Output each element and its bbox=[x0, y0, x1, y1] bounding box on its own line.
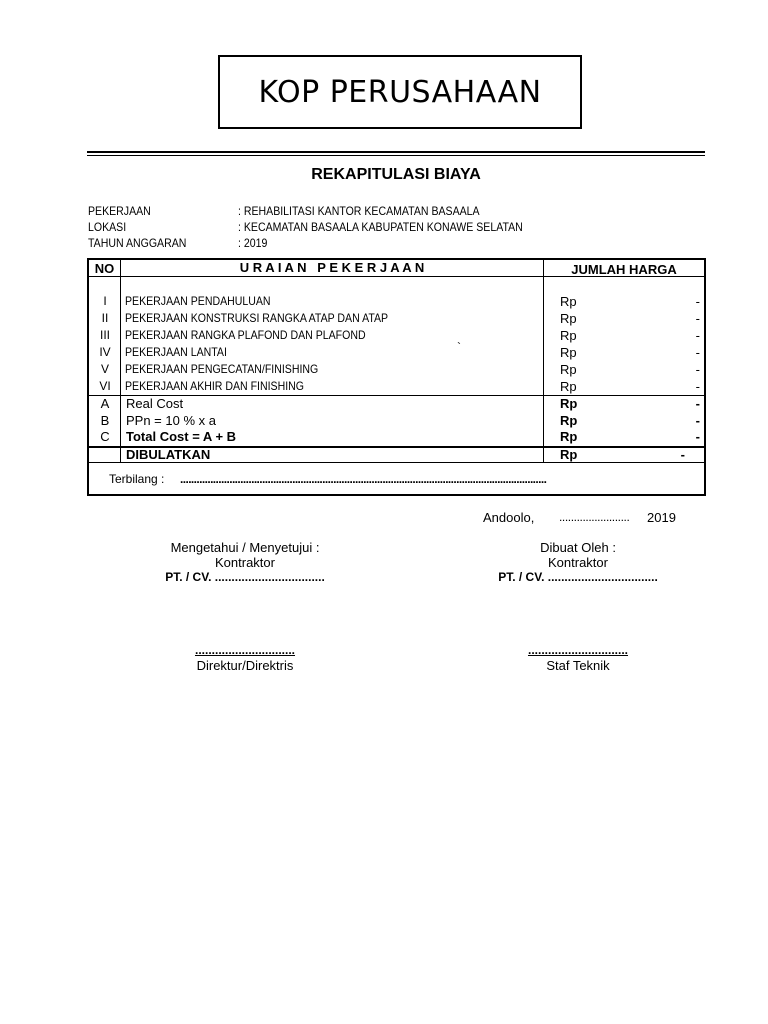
item-no: I bbox=[103, 294, 107, 308]
right-sign-line1: Dibuat Oleh : bbox=[540, 540, 616, 555]
date-dots: ........................ bbox=[559, 510, 630, 524]
item-rp: Rp bbox=[560, 345, 577, 360]
header-rule-thin bbox=[87, 155, 705, 156]
rounded-value: - bbox=[680, 447, 685, 462]
right-sign-dots: .............................. bbox=[527, 643, 629, 657]
meta-label-lokasi: LOKASI bbox=[88, 220, 127, 234]
item-rp: Rp bbox=[560, 294, 577, 309]
item-rp: Rp bbox=[560, 362, 577, 377]
meta-value-lokasi: : KECAMATAN BASAALA KABUPATEN KONAWE SELATAN bbox=[238, 220, 523, 234]
item-no: II bbox=[101, 311, 109, 325]
stray-mark: ` bbox=[457, 340, 461, 354]
left-sign-dots: .............................. bbox=[194, 643, 296, 657]
summary-value: - bbox=[695, 413, 700, 428]
document-title: REKAPITULASI BIAYA bbox=[311, 166, 481, 183]
header-jumlah: JUMLAH HARGA bbox=[571, 262, 677, 277]
right-sign-position: Staf Teknik bbox=[546, 658, 610, 673]
item-value: - bbox=[695, 328, 700, 343]
item-value: - bbox=[695, 311, 700, 326]
col-divider-jumlah bbox=[543, 260, 544, 462]
summary-value: - bbox=[695, 396, 700, 411]
item-rp: Rp bbox=[560, 379, 577, 394]
place-label: Andoolo, bbox=[483, 510, 535, 525]
summary-rp: Rp bbox=[560, 396, 578, 411]
item-desc: PEKERJAAN RANGKA PLAFOND DAN PLAFOND bbox=[125, 328, 366, 342]
item-desc: PEKERJAAN KONSTRUKSI RANGKA ATAP DAN ATAP bbox=[125, 311, 389, 325]
right-sign-line2: Kontraktor bbox=[548, 555, 608, 570]
item-value: - bbox=[695, 362, 700, 377]
item-no: IV bbox=[99, 345, 111, 359]
left-sign-company: PT. / CV. ................................. bbox=[165, 570, 325, 584]
header-rule-thick bbox=[87, 151, 705, 153]
item-desc: PEKERJAAN LANTAI bbox=[125, 345, 227, 359]
letterhead-box bbox=[218, 55, 582, 129]
summary-desc: PPn = 10 % x a bbox=[126, 413, 216, 428]
summary-no: B bbox=[100, 413, 110, 428]
item-no: III bbox=[99, 328, 110, 342]
col-divider-no bbox=[120, 260, 121, 462]
summary-value: - bbox=[695, 429, 700, 444]
summary-desc: Total Cost = A + B bbox=[126, 429, 237, 444]
item-desc: PEKERJAAN AKHIR DAN FINISHING bbox=[125, 379, 304, 393]
letterhead-text: KOP PERUSAHAAN bbox=[258, 74, 542, 110]
meta-label-pekerjaan: PEKERJAAN bbox=[88, 204, 151, 218]
summary-no: C bbox=[100, 429, 110, 444]
item-rp: Rp bbox=[560, 311, 577, 326]
meta-label-tahun: TAHUN ANGGARAN bbox=[88, 236, 187, 250]
terbilang-label: Terbilang : bbox=[109, 472, 165, 486]
item-value: - bbox=[695, 345, 700, 360]
item-value: - bbox=[695, 294, 700, 309]
header-uraian: U R A I A N P E K E R J A A N bbox=[239, 260, 425, 275]
meta-value-pekerjaan: : REHABILITASI KANTOR KECAMATAN BASAALA bbox=[238, 204, 480, 218]
item-no: V bbox=[100, 362, 109, 376]
left-sign-position: Direktur/Direktris bbox=[196, 658, 294, 673]
item-value: - bbox=[695, 379, 700, 394]
left-sign-line1: Mengetahui / Menyetujui : bbox=[170, 540, 320, 555]
rounded-rp: Rp bbox=[560, 447, 578, 462]
item-desc: PEKERJAAN PENDAHULUAN bbox=[125, 294, 271, 308]
summary-rp: Rp bbox=[560, 413, 578, 428]
header-no: NO bbox=[94, 261, 115, 276]
date-year: 2019 bbox=[647, 510, 676, 525]
meta-value-tahun: : 2019 bbox=[238, 236, 268, 250]
summary-desc: Real Cost bbox=[126, 396, 184, 411]
item-no: VI bbox=[99, 379, 111, 393]
terbilang-dots: ...................................................................................................................................... bbox=[180, 472, 547, 486]
summary-no: A bbox=[100, 396, 110, 411]
rounded-desc: DIBULATKAN bbox=[126, 447, 211, 462]
item-rp: Rp bbox=[560, 328, 577, 343]
cost-table bbox=[87, 258, 706, 496]
item-desc: PEKERJAAN PENGECATAN/FINISHING bbox=[125, 362, 319, 376]
left-sign-line2: Kontraktor bbox=[215, 555, 275, 570]
summary-rp: Rp bbox=[560, 429, 578, 444]
rounded-divider bbox=[89, 462, 704, 463]
right-sign-company: PT. / CV. ................................. bbox=[498, 570, 658, 584]
